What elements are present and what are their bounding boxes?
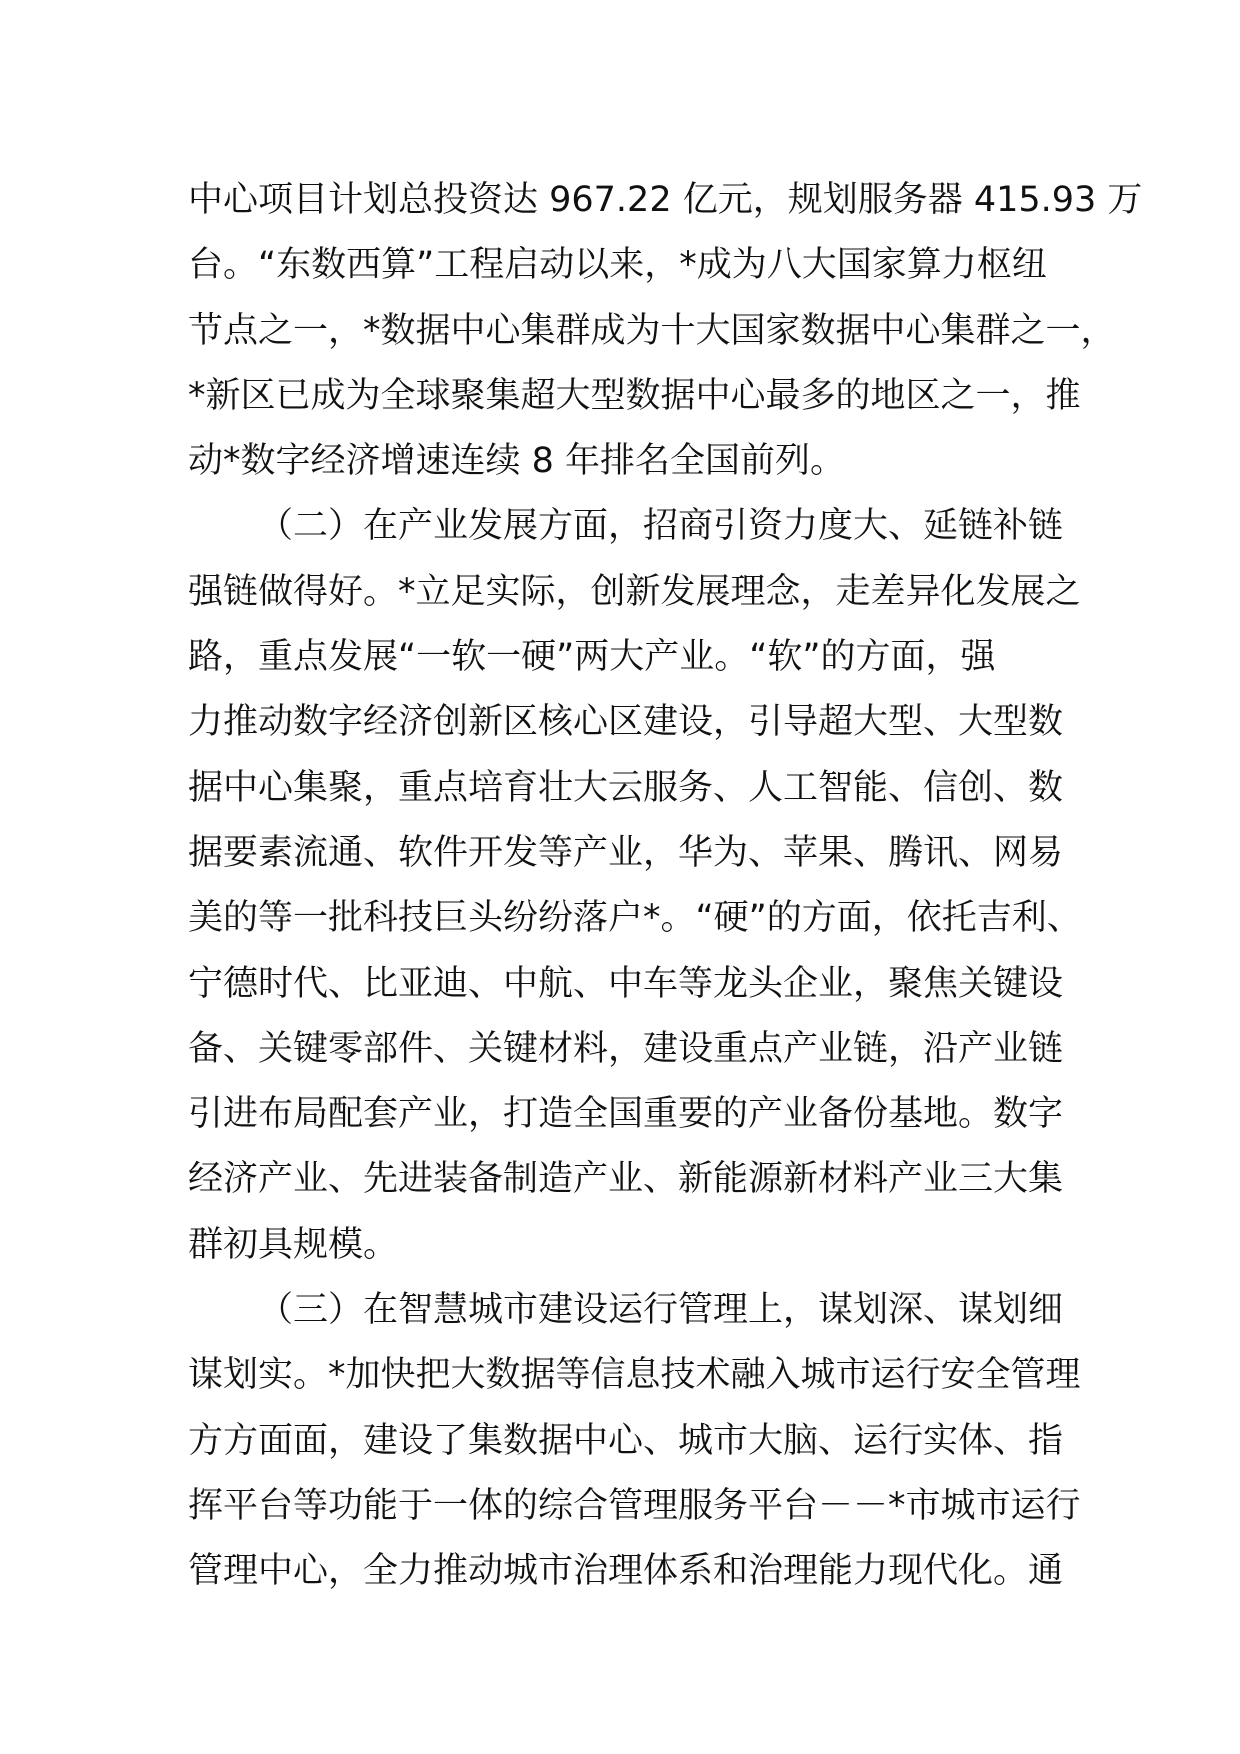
text-line: 据中心集聚，重点培育壮大云服务、人工智能、信创、数 (188, 767, 1064, 808)
paragraph-data-center-investment (188, 168, 1143, 494)
paragraph-heading-line: （二）在产业发展方面，招商引资力度大、延链补链 (258, 506, 1064, 547)
paragraph-heading-line: （三）在智慧城市建设运行管理上，谋划深、谋划细 (258, 1290, 1064, 1331)
text-line: 美的等一批科技巨头纷纷落户*。“硬”的方面，依托吉利、 (188, 898, 1082, 939)
text-line: 群初具规模。 (188, 1224, 399, 1265)
text-line: 力推动数字经济创新区核心区建设，引导超大型、大型数 (188, 702, 1064, 743)
text-line: 备、关键零部件、关键材料，建设重点产业链，沿产业链 (188, 1028, 1064, 1069)
text-line: *新区已成为全球聚集超大型数据中心最多的地区之一，推 (188, 375, 1081, 416)
text-line: 路，重点发展“一软一硬”两大产业。“软”的方面，强 (188, 637, 996, 678)
text-line: 引进布局配套产业，打造全国重要的产业备份基地。数字 (188, 1094, 1064, 1135)
text-line: 强链做得好。*立足实际，创新发展理念，走差异化发展之 (188, 571, 1081, 612)
text-line: 台。“东数西算”工程启动以来，*成为八大国家算力枢纽 (188, 245, 1047, 286)
text-line: 据要素流通、软件开发等产业，华为、苹果、腾讯、网易 (188, 832, 1064, 873)
text-line: 挥平台等功能于一体的综合管理服务平台－－*市城市运行 (188, 1485, 1081, 1526)
paragraph-industry-development (188, 494, 1088, 1278)
text-line: 方方面面，建设了集数据中心、城市大脑、运行实体、指 (188, 1420, 1064, 1461)
text-line: 管理中心，全力推动城市治理体系和治理能力现代化。通 (188, 1551, 1064, 1592)
text-line: 谋划实。*加快把大数据等信息技术融入城市运行安全管理 (188, 1355, 1081, 1396)
text-line: 经济产业、先进装备制造产业、新能源新材料产业三大集 (188, 1159, 1064, 1200)
text-line: 宁德时代、比亚迪、中航、中车等龙头企业，聚焦关键设 (188, 963, 1064, 1004)
document-body (188, 168, 1143, 1605)
text-line: 中心项目计划总投资达 967.22 亿元，规划服务器 415.93 万 (188, 180, 1143, 220)
text-line: 节点之一，*数据中心集群成为十大国家数据中心集群之一， (188, 310, 1116, 351)
paragraph-smart-city (188, 1278, 1088, 1604)
text-line: 动*数字经济增速连续 8 年排名全国前列。 (188, 441, 846, 482)
